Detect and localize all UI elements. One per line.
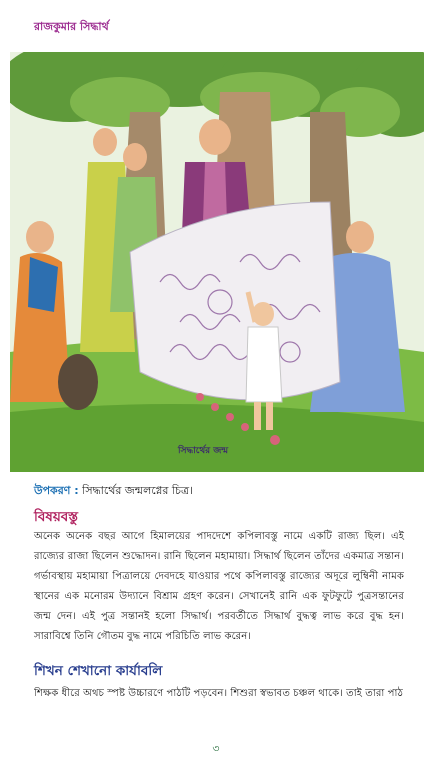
materials-line xyxy=(34,482,193,501)
page-number: ৩ xyxy=(212,742,220,755)
activities-paragraph: শিক্ষক ধীরে অথচ স্পষ্ট উচ্চারণে পাঠটি পড়বেন। শিশুরা স্বভাবত চঞ্চল থাকে। তাই তারা পাঠ xyxy=(34,688,403,699)
activities-heading: শিখন শেখানো কার্যাবলি xyxy=(34,663,163,679)
content-heading: বিষয়বস্তু xyxy=(34,509,78,525)
content-paragraph: অনেক অনেক বছর আগে হিমালয়ের পাদদেশে কপিলাবস্তু নামে একটি রাজ্য ছিল। এই রাজ্যের রাজা ছিলেন শুদ্ধোদন। রানি ছিলেন মহামায়া। সিদ্ধার্থ ছিলেন তাঁদের একমাত্র সন্তান। গর্ভাবস্থায় মহামায়া পিত্রালয়ে দেবদহে যাওয়ার পথে কপিলাবস্তু রাজ্যের অদূরে লুম্বিনী নামক স্থানের এক মনোরম উদ্যানে বিশ্রাম গ্রহণ করেন। সেখানেই রানি এক ফুটফুটে পুত্রসন্তানের জন্ম দেন। এই পুত্র সন্তানই হলো সিদ্ধার্থ। পরবর্তীতে সিদ্ধার্থ বুদ্ধত্ব লাভ করে বুদ্ধ হন। সারাবিশ্বে তিনি গৌতম বুদ্ধ নামে পরিচিতি লাভ করেন। xyxy=(34,531,404,642)
running-header: রাজকুমার সিদ্ধার্থ xyxy=(34,20,109,33)
materials-label: উপকরণ : xyxy=(34,484,79,497)
materials-text: সিদ্ধার্থের জন্মলগ্নের চিত্র। xyxy=(82,484,193,497)
birth-of-siddhartha-illustration xyxy=(10,52,424,472)
figure-caption: সিদ্ধার্থের জন্ম xyxy=(178,446,229,456)
